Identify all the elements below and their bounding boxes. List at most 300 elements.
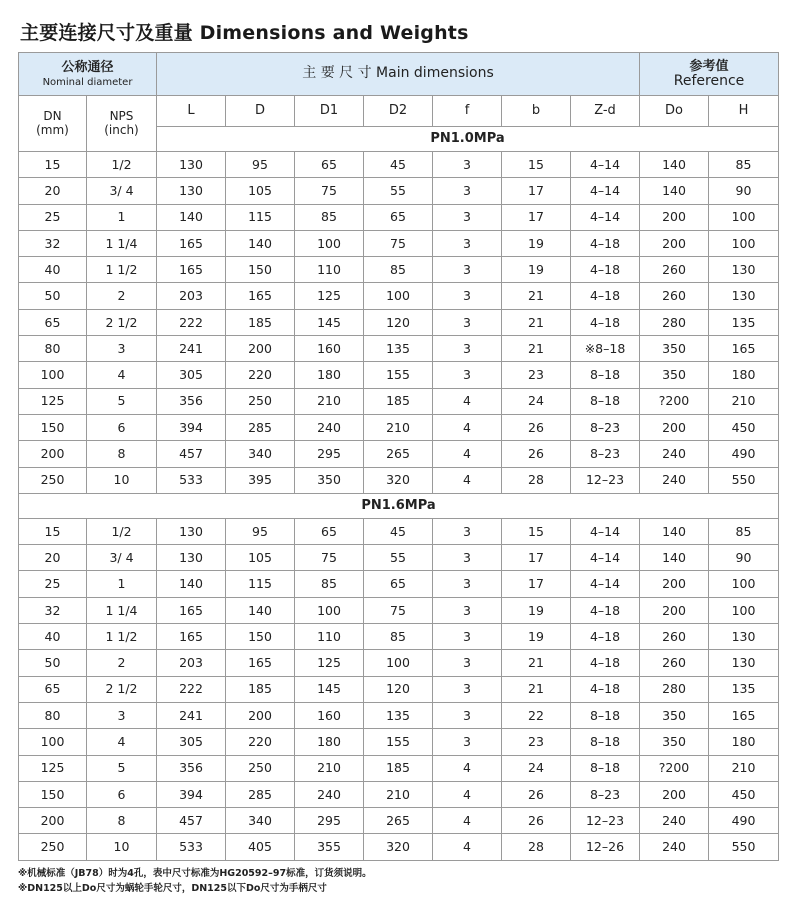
table-cell: 65 xyxy=(295,518,364,544)
table-cell: 2 xyxy=(87,283,157,309)
table-cell: 130 xyxy=(709,624,779,650)
table-cell: 1 1/2 xyxy=(87,624,157,650)
table-cell: 8 xyxy=(87,808,157,834)
table-cell: 10 xyxy=(87,467,157,493)
table-cell: 21 xyxy=(502,676,571,702)
table-cell: ?200 xyxy=(640,755,709,781)
table-cell: 165 xyxy=(157,624,226,650)
table-cell: 19 xyxy=(502,597,571,623)
table-cell: 4–18 xyxy=(571,309,640,335)
table-cell: 285 xyxy=(226,414,295,440)
table-row xyxy=(19,702,779,728)
header-row-top xyxy=(19,53,779,96)
table-cell: 130 xyxy=(709,650,779,676)
table-row xyxy=(19,204,779,230)
table-cell: 8–18 xyxy=(571,388,640,414)
table-cell: 8–18 xyxy=(571,362,640,388)
nps-label: NPS xyxy=(109,109,134,124)
table-cell: 100 xyxy=(19,362,87,388)
table-cell: 135 xyxy=(709,676,779,702)
table-cell: 250 xyxy=(19,467,87,493)
table-row xyxy=(19,518,779,544)
table-cell: 4–18 xyxy=(571,230,640,256)
table-cell: 180 xyxy=(295,729,364,755)
col-header-d1: D1 xyxy=(295,96,364,127)
table-cell: 90 xyxy=(709,178,779,204)
table-cell: 3/ 4 xyxy=(87,178,157,204)
table-cell: 200 xyxy=(640,597,709,623)
table-cell: 350 xyxy=(640,336,709,362)
table-cell: 356 xyxy=(157,388,226,414)
table-cell: 4 xyxy=(433,808,502,834)
table-cell: 3 xyxy=(433,283,502,309)
table-cell: 550 xyxy=(709,467,779,493)
table-cell: 4 xyxy=(433,441,502,467)
table-cell: 140 xyxy=(640,518,709,544)
table-cell: 280 xyxy=(640,676,709,702)
table-cell: 450 xyxy=(709,414,779,440)
table-cell: 105 xyxy=(226,178,295,204)
table-cell: 457 xyxy=(157,808,226,834)
nps-header xyxy=(87,96,157,152)
col-header-f: f xyxy=(433,96,502,127)
table-cell: 4–14 xyxy=(571,178,640,204)
table-cell: 100 xyxy=(709,597,779,623)
main-dimensions-header: 主 要 尺 寸 Main dimensions xyxy=(157,53,640,96)
table-cell: 200 xyxy=(19,808,87,834)
table-cell: 85 xyxy=(295,204,364,230)
table-cell: 250 xyxy=(19,834,87,860)
table-cell: 4–18 xyxy=(571,650,640,676)
table-cell: 125 xyxy=(295,283,364,309)
table-cell: 200 xyxy=(640,571,709,597)
table-cell: 135 xyxy=(709,309,779,335)
table-cell: 260 xyxy=(640,257,709,283)
table-cell: 490 xyxy=(709,441,779,467)
table-cell: 23 xyxy=(502,729,571,755)
table-cell: 125 xyxy=(19,755,87,781)
table-cell: 20 xyxy=(19,178,87,204)
table-cell: 285 xyxy=(226,781,295,807)
table-cell: 75 xyxy=(364,597,433,623)
table-cell: 8 xyxy=(87,441,157,467)
table-cell: 140 xyxy=(640,545,709,571)
table-cell: 220 xyxy=(226,362,295,388)
table-cell: 165 xyxy=(709,702,779,728)
table-cell: 26 xyxy=(502,414,571,440)
dn-header xyxy=(19,96,87,152)
table-cell: 165 xyxy=(226,283,295,309)
table-cell: 100 xyxy=(295,230,364,256)
table-row xyxy=(19,467,779,493)
table-cell: 165 xyxy=(157,230,226,256)
table-cell: 26 xyxy=(502,781,571,807)
table-cell: 12–23 xyxy=(571,467,640,493)
table-cell: 100 xyxy=(709,230,779,256)
table-cell: 3 xyxy=(433,624,502,650)
table-cell: 130 xyxy=(157,518,226,544)
table-cell: 185 xyxy=(364,755,433,781)
table-cell: 350 xyxy=(640,362,709,388)
table-cell: 26 xyxy=(502,441,571,467)
table-row xyxy=(19,676,779,702)
table-cell: 240 xyxy=(640,834,709,860)
col-header-b: b xyxy=(502,96,571,127)
table-cell: 8–18 xyxy=(571,729,640,755)
table-cell: 405 xyxy=(226,834,295,860)
table-cell: 130 xyxy=(157,152,226,178)
table-cell: 140 xyxy=(157,204,226,230)
table-cell: 1 1/2 xyxy=(87,257,157,283)
table-cell: 4 xyxy=(433,834,502,860)
table-cell: 50 xyxy=(19,650,87,676)
table-cell: 45 xyxy=(364,518,433,544)
table-cell: 100 xyxy=(709,571,779,597)
table-cell: 15 xyxy=(19,152,87,178)
table-cell: 155 xyxy=(364,362,433,388)
table-cell: 155 xyxy=(364,729,433,755)
table-cell: 185 xyxy=(226,309,295,335)
table-cell: 295 xyxy=(295,808,364,834)
table-row xyxy=(19,152,779,178)
table-cell: 21 xyxy=(502,283,571,309)
section-header-row xyxy=(19,493,779,518)
table-cell: 250 xyxy=(226,388,295,414)
table-cell: 265 xyxy=(364,808,433,834)
table-cell: 4–18 xyxy=(571,257,640,283)
table-cell: 4 xyxy=(87,729,157,755)
table-cell: 4–14 xyxy=(571,518,640,544)
table-cell: 222 xyxy=(157,309,226,335)
table-cell: 21 xyxy=(502,336,571,362)
table-cell: 85 xyxy=(295,571,364,597)
table-cell: 32 xyxy=(19,230,87,256)
table-cell: 80 xyxy=(19,336,87,362)
table-cell: 55 xyxy=(364,178,433,204)
table-cell: 25 xyxy=(19,204,87,230)
table-cell: 3 xyxy=(433,702,502,728)
table-row xyxy=(19,257,779,283)
footnote-1: ※机械标准（JB78）时为4孔，表中尺寸标准为HG20592–97标准，订货须说明。 xyxy=(18,868,372,879)
table-cell: 140 xyxy=(640,152,709,178)
table-cell: 17 xyxy=(502,204,571,230)
table-cell: 395 xyxy=(226,467,295,493)
table-cell: 3 xyxy=(433,336,502,362)
table-row xyxy=(19,729,779,755)
table-cell: 110 xyxy=(295,624,364,650)
table-cell: 8–18 xyxy=(571,755,640,781)
table-cell: 305 xyxy=(157,362,226,388)
table-cell: 4 xyxy=(87,362,157,388)
table-row xyxy=(19,309,779,335)
table-cell: 130 xyxy=(709,283,779,309)
table-cell: 4 xyxy=(433,755,502,781)
table-cell: 8–23 xyxy=(571,414,640,440)
table-cell: 150 xyxy=(226,257,295,283)
table-row xyxy=(19,388,779,414)
table-cell: 12–23 xyxy=(571,808,640,834)
table-cell: 320 xyxy=(364,834,433,860)
table-cell: 125 xyxy=(19,388,87,414)
col-header-d: D xyxy=(226,96,295,127)
table-cell: 110 xyxy=(295,257,364,283)
table-cell: 150 xyxy=(19,414,87,440)
table-cell: 3 xyxy=(433,545,502,571)
table-cell: 65 xyxy=(19,309,87,335)
table-cell: 3 xyxy=(433,676,502,702)
pressure-class-label: PN1.6MPa xyxy=(19,493,779,518)
table-row xyxy=(19,283,779,309)
reference-en: Reference xyxy=(673,72,745,89)
table-cell: 100 xyxy=(364,283,433,309)
table-cell: 5 xyxy=(87,388,157,414)
table-row xyxy=(19,597,779,623)
table-row xyxy=(19,362,779,388)
table-cell: 241 xyxy=(157,336,226,362)
table-cell: 240 xyxy=(295,781,364,807)
table-cell: 15 xyxy=(502,152,571,178)
table-cell: 4–18 xyxy=(571,676,640,702)
col-header-do: Do xyxy=(640,96,709,127)
footnotes xyxy=(18,866,372,896)
dimensions-table xyxy=(18,52,779,861)
table-cell: 65 xyxy=(364,204,433,230)
table-cell: 260 xyxy=(640,650,709,676)
table-cell: 4–14 xyxy=(571,204,640,230)
table-cell: 265 xyxy=(364,441,433,467)
table-cell: 95 xyxy=(226,518,295,544)
table-cell: 4 xyxy=(433,388,502,414)
table-cell: 145 xyxy=(295,676,364,702)
table-cell: 85 xyxy=(709,152,779,178)
table-cell: 3 xyxy=(433,597,502,623)
table-cell: 240 xyxy=(640,467,709,493)
table-cell: 355 xyxy=(295,834,364,860)
table-cell: 20 xyxy=(19,545,87,571)
table-cell: 85 xyxy=(364,624,433,650)
table-cell: 350 xyxy=(640,729,709,755)
dn-label: DN xyxy=(43,109,62,124)
table-cell: 3/ 4 xyxy=(87,545,157,571)
table-cell: 130 xyxy=(157,178,226,204)
table-cell: 180 xyxy=(709,362,779,388)
table-cell: 115 xyxy=(226,204,295,230)
table-cell: 4 xyxy=(433,467,502,493)
table-cell: 240 xyxy=(295,414,364,440)
table-cell: 4–18 xyxy=(571,283,640,309)
table-cell: 17 xyxy=(502,178,571,204)
table-cell: 17 xyxy=(502,571,571,597)
table-cell: 2 1/2 xyxy=(87,676,157,702)
table-cell: 75 xyxy=(295,178,364,204)
table-cell: 394 xyxy=(157,414,226,440)
table-cell: 23 xyxy=(502,362,571,388)
table-cell: 85 xyxy=(709,518,779,544)
table-cell: 135 xyxy=(364,336,433,362)
nps-unit: (inch) xyxy=(104,122,139,137)
table-cell: ※8–18 xyxy=(571,336,640,362)
table-cell: 19 xyxy=(502,230,571,256)
table-cell: 85 xyxy=(364,257,433,283)
table-cell: 55 xyxy=(364,545,433,571)
table-cell: 1/2 xyxy=(87,518,157,544)
reference-cn: 参考值 xyxy=(689,58,729,74)
table-cell: 32 xyxy=(19,597,87,623)
table-cell: 15 xyxy=(502,518,571,544)
table-cell: 135 xyxy=(364,702,433,728)
table-cell: 3 xyxy=(433,204,502,230)
table-cell: 4–14 xyxy=(571,571,640,597)
table-cell: 260 xyxy=(640,624,709,650)
table-cell: 210 xyxy=(709,388,779,414)
table-cell: 19 xyxy=(502,624,571,650)
table-cell: 4–14 xyxy=(571,545,640,571)
table-cell: 100 xyxy=(364,650,433,676)
table-cell: 3 xyxy=(433,518,502,544)
table-cell: 490 xyxy=(709,808,779,834)
table-cell: 1 1/4 xyxy=(87,230,157,256)
table-row xyxy=(19,834,779,860)
table-cell: 15 xyxy=(19,518,87,544)
table-cell: 340 xyxy=(226,441,295,467)
table-cell: 100 xyxy=(295,597,364,623)
table-cell: 260 xyxy=(640,283,709,309)
table-cell: 28 xyxy=(502,834,571,860)
table-cell: 4–14 xyxy=(571,152,640,178)
table-cell: 140 xyxy=(226,230,295,256)
table-cell: 222 xyxy=(157,676,226,702)
table-cell: 4 xyxy=(433,781,502,807)
table-cell: 533 xyxy=(157,834,226,860)
table-cell: 140 xyxy=(157,571,226,597)
table-cell: 3 xyxy=(433,178,502,204)
table-cell: 160 xyxy=(295,702,364,728)
table-row xyxy=(19,414,779,440)
col-header-l: L xyxy=(157,96,226,127)
table-cell: 3 xyxy=(87,702,157,728)
reference-header xyxy=(640,53,779,96)
table-cell: 19 xyxy=(502,257,571,283)
table-row xyxy=(19,178,779,204)
table-cell: 165 xyxy=(709,336,779,362)
table-cell: 115 xyxy=(226,571,295,597)
table-cell: 450 xyxy=(709,781,779,807)
table-cell: 3 xyxy=(433,729,502,755)
table-cell: 6 xyxy=(87,414,157,440)
table-cell: 1 xyxy=(87,571,157,597)
table-cell: 210 xyxy=(295,388,364,414)
table-cell: 100 xyxy=(19,729,87,755)
table-cell: 1 xyxy=(87,204,157,230)
nominal-diameter-cn: 公称通径 xyxy=(61,60,114,76)
table-cell: 25 xyxy=(19,571,87,597)
table-cell: 394 xyxy=(157,781,226,807)
table-cell: 150 xyxy=(226,624,295,650)
table-cell: 210 xyxy=(709,755,779,781)
table-cell: 22 xyxy=(502,702,571,728)
table-row xyxy=(19,755,779,781)
header-row-columns xyxy=(19,96,779,127)
table-cell: 280 xyxy=(640,309,709,335)
table-cell: 21 xyxy=(502,309,571,335)
table-cell: 457 xyxy=(157,441,226,467)
table-cell: 200 xyxy=(640,414,709,440)
table-cell: 295 xyxy=(295,441,364,467)
table-cell: 1/2 xyxy=(87,152,157,178)
table-cell: 28 xyxy=(502,467,571,493)
col-header-z-d: Z-d xyxy=(571,96,640,127)
pressure-class-label: PN1.0MPa xyxy=(157,127,779,152)
table-cell: 160 xyxy=(295,336,364,362)
table-cell: 240 xyxy=(640,441,709,467)
table-cell: 200 xyxy=(640,204,709,230)
table-cell: 185 xyxy=(226,676,295,702)
table-cell: 203 xyxy=(157,650,226,676)
table-row xyxy=(19,808,779,834)
table-cell: 180 xyxy=(709,729,779,755)
table-cell: 350 xyxy=(295,467,364,493)
table-cell: 4–18 xyxy=(571,597,640,623)
table-cell: 185 xyxy=(364,388,433,414)
footnote-2: ※DN125以上Do尺寸为蜗轮手轮尺寸，DN125以下Do尺寸为手柄尺寸 xyxy=(18,883,327,894)
table-cell: 12–26 xyxy=(571,834,640,860)
table-cell: 45 xyxy=(364,152,433,178)
table-cell: 100 xyxy=(709,204,779,230)
table-cell: 150 xyxy=(19,781,87,807)
table-cell: 8–18 xyxy=(571,702,640,728)
table-cell: 305 xyxy=(157,729,226,755)
table-cell: 120 xyxy=(364,309,433,335)
table-row xyxy=(19,336,779,362)
table-row xyxy=(19,781,779,807)
table-cell: 200 xyxy=(640,781,709,807)
table-cell: 4 xyxy=(433,414,502,440)
table-cell: 2 xyxy=(87,650,157,676)
table-body xyxy=(19,152,779,861)
table-cell: 200 xyxy=(226,702,295,728)
table-cell: 130 xyxy=(709,257,779,283)
table-cell: 17 xyxy=(502,545,571,571)
table-cell: 26 xyxy=(502,808,571,834)
table-cell: 210 xyxy=(364,414,433,440)
table-cell: 340 xyxy=(226,808,295,834)
table-cell: 203 xyxy=(157,283,226,309)
table-row xyxy=(19,545,779,571)
table-cell: 105 xyxy=(226,545,295,571)
table-cell: 3 xyxy=(433,152,502,178)
table-cell: 1 1/4 xyxy=(87,597,157,623)
table-cell: 130 xyxy=(157,545,226,571)
table-cell: ?200 xyxy=(640,388,709,414)
table-cell: 80 xyxy=(19,702,87,728)
table-cell: 165 xyxy=(157,597,226,623)
page-title: 主要连接尺寸及重量 Dimensions and Weights xyxy=(20,22,469,44)
table-cell: 250 xyxy=(226,755,295,781)
table-cell: 320 xyxy=(364,467,433,493)
table-cell: 200 xyxy=(640,230,709,256)
table-cell: 140 xyxy=(640,178,709,204)
table-cell: 40 xyxy=(19,257,87,283)
table-cell: 165 xyxy=(157,257,226,283)
table-row xyxy=(19,571,779,597)
table-cell: 90 xyxy=(709,545,779,571)
table-cell: 210 xyxy=(295,755,364,781)
table-cell: 240 xyxy=(640,808,709,834)
table-cell: 200 xyxy=(226,336,295,362)
table-cell: 65 xyxy=(295,152,364,178)
table-cell: 145 xyxy=(295,309,364,335)
table-cell: 8–23 xyxy=(571,781,640,807)
